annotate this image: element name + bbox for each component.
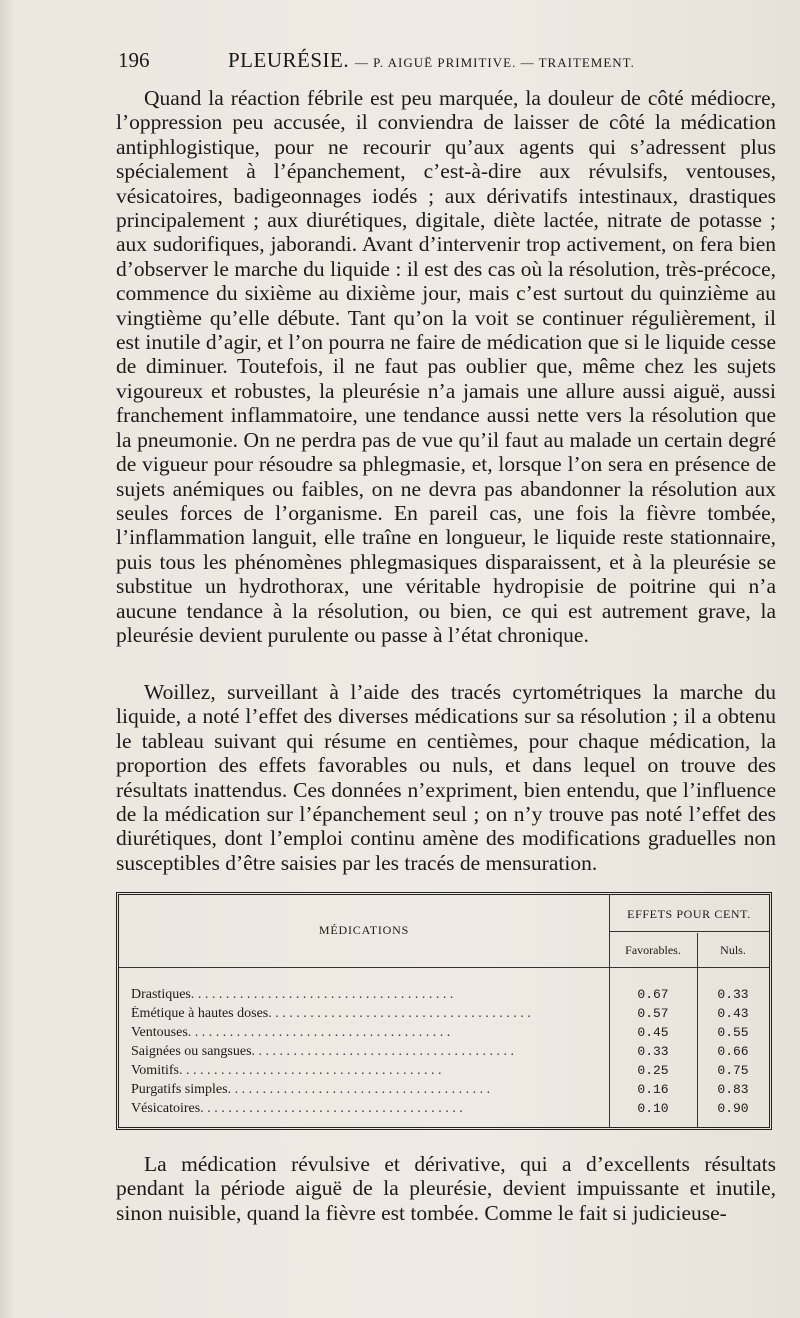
chapter-title: PLEURÉSIE. <box>228 48 350 72</box>
paragraph-1 <box>116 86 776 647</box>
nuls-value: 0.83 <box>717 1082 749 1097</box>
running-title <box>228 48 635 73</box>
medication-name: Saignées ou sangsues. . . . . . . . . . . . . . . . . . . . . . . . . . . . . . . . . . . . . . <box>131 1044 515 1059</box>
running-header <box>118 48 778 78</box>
favorables-value: 0.67 <box>637 987 669 1002</box>
nuls-value: 0.90 <box>717 1101 749 1116</box>
table-row <box>119 1063 769 1082</box>
page-number: 196 <box>118 48 150 72</box>
header-nuls: Nuls. <box>720 943 746 957</box>
paragraph-text: La médication révulsive et dérivative, qui a d’excellents résultats pendant la période aiguë de la pleurésie, devient impuissante et inutile, sinon nuisible, quand la fièvre est tombée. Comme le fait si judicieuse- <box>116 1152 776 1225</box>
favorables-value: 0.57 <box>637 1006 669 1021</box>
table-row <box>119 1006 769 1025</box>
table-row <box>119 1082 769 1101</box>
paragraph-text: Woillez, surveillant à l’aide des tracés cyrtométriques la marche du liquide, a noté l’effet des diverses médications sur sa résolution ; il a obtenu le tableau suivant qui résume en centièmes, pour chaque médication, la proportion des effets favorables ou nuls, et dans lequel on trouve des résultats inattendus. Ces données n’expriment, bien entendu, que l’influence de la médication sur l’épanchement seul ; on n’y trouve pas noté l’effet des diurétiques, dont l’emploi continu amène des modifications graduelles non susceptibles d’être saisies par les tracés de mensuration. <box>116 680 776 875</box>
favorables-value: 0.16 <box>637 1082 669 1097</box>
medications-table <box>116 892 772 1130</box>
table-body <box>119 987 769 1120</box>
nuls-value: 0.43 <box>717 1006 749 1021</box>
favorables-value: 0.25 <box>637 1063 669 1078</box>
nuls-value: 0.75 <box>717 1063 749 1078</box>
nuls-value: 0.33 <box>717 987 749 1002</box>
favorables-value: 0.33 <box>637 1044 669 1059</box>
header-favorables: Favorables. <box>625 943 681 957</box>
paragraph-text: Quand la réaction fébrile est peu marquée, la douleur de côté médiocre, l’oppression peu accusée, il conviendra de laisser de côté la médication antiphlogistique, pour ne recourir qu’aux agents qui s’adressent plus spécialement à l’épanchement, c’est-à-dire aux révulsifs, ventouses, vésicatoires, badigeonnages iodés ; aux dérivatifs intestinaux, drastiques principalement ; aux diurétiques, digitale, diète lactée, nitrate de potasse ; aux sudorifiques, jaborandi. Avant d’intervenir trop activement, on fera bien d’observer le marche du liquide : il est des cas où la résolution, très-précoce, commence du sixième au dixième jour, mais c’est surtout du quinzième au vingtième qu’elle débute. Tant qu’on la voit se continuer régulièrement, il est inutile d’agir, et l’on pourra ne faire de médication que si le liquide cesse de diminuer. Toutefois, il ne faut pas oublier que, même chez les sujets vigoureux et robustes, la pleurésie n’a jamais une allure aussi aiguë, aussi franchement inflammatoire, une tendance aussi nette vers la résolution que la pneumonie. On ne perdra pas de vue qu’il faut au malade un certain degré de vigueur pour résoudre sa phlegmasie, et, lorsque l’on sera en présence de sujets anémiques ou faibles, on ne devra pas abandonner la résolution aux seules forces de l’organisme. En pareil cas, une fois la fièvre tombée, l’inflammation languit, elle traîne en longueur, le liquide reste stationnaire, puis tous les phénomènes phlegmasiques disparaissent, et à la pleurésie se substitue un hydrothorax, une véritable hydropisie de poitrine qui n’a aucune tendance à la résolution, ou bien, ce qui est autrement grave, la pleurésie devient purulente ou passe à l’état chronique. <box>116 86 776 647</box>
paragraph-2 <box>116 680 776 875</box>
table-row <box>119 1101 769 1120</box>
medication-name: Vomitifs. . . . . . . . . . . . . . . . . . . . . . . . . . . . . . . . . . . . . . <box>131 1063 442 1078</box>
favorables-value: 0.45 <box>637 1025 669 1040</box>
favorables-value: 0.10 <box>637 1101 669 1116</box>
table-row <box>119 987 769 1006</box>
medication-name: Émétique à hautes doses. . . . . . . . . . . . . . . . . . . . . . . . . . . . . . . . . . . . . . <box>131 1006 531 1021</box>
medication-name: Drastiques. . . . . . . . . . . . . . . . . . . . . . . . . . . . . . . . . . . . . . <box>131 987 454 1002</box>
nuls-value: 0.66 <box>717 1044 749 1059</box>
table-row <box>119 1025 769 1044</box>
medication-name: Ventouses. . . . . . . . . . . . . . . . . . . . . . . . . . . . . . . . . . . . . . <box>131 1025 451 1040</box>
header-effets: EFFETS POUR CENT. <box>627 907 751 921</box>
section-title: — P. AIGUË PRIMITIVE. — TRAITEMENT. <box>354 55 635 70</box>
table-row <box>119 1044 769 1063</box>
nuls-value: 0.55 <box>717 1025 749 1040</box>
paragraph-3 <box>116 1152 776 1225</box>
header-medications: MÉDICATIONS <box>318 923 410 937</box>
medication-name: Purgatifs simples. . . . . . . . . . . . . . . . . . . . . . . . . . . . . . . . . . . . . . <box>131 1082 491 1097</box>
medication-name: Vésicatoires. . . . . . . . . . . . . . . . . . . . . . . . . . . . . . . . . . . . . . <box>131 1101 463 1116</box>
